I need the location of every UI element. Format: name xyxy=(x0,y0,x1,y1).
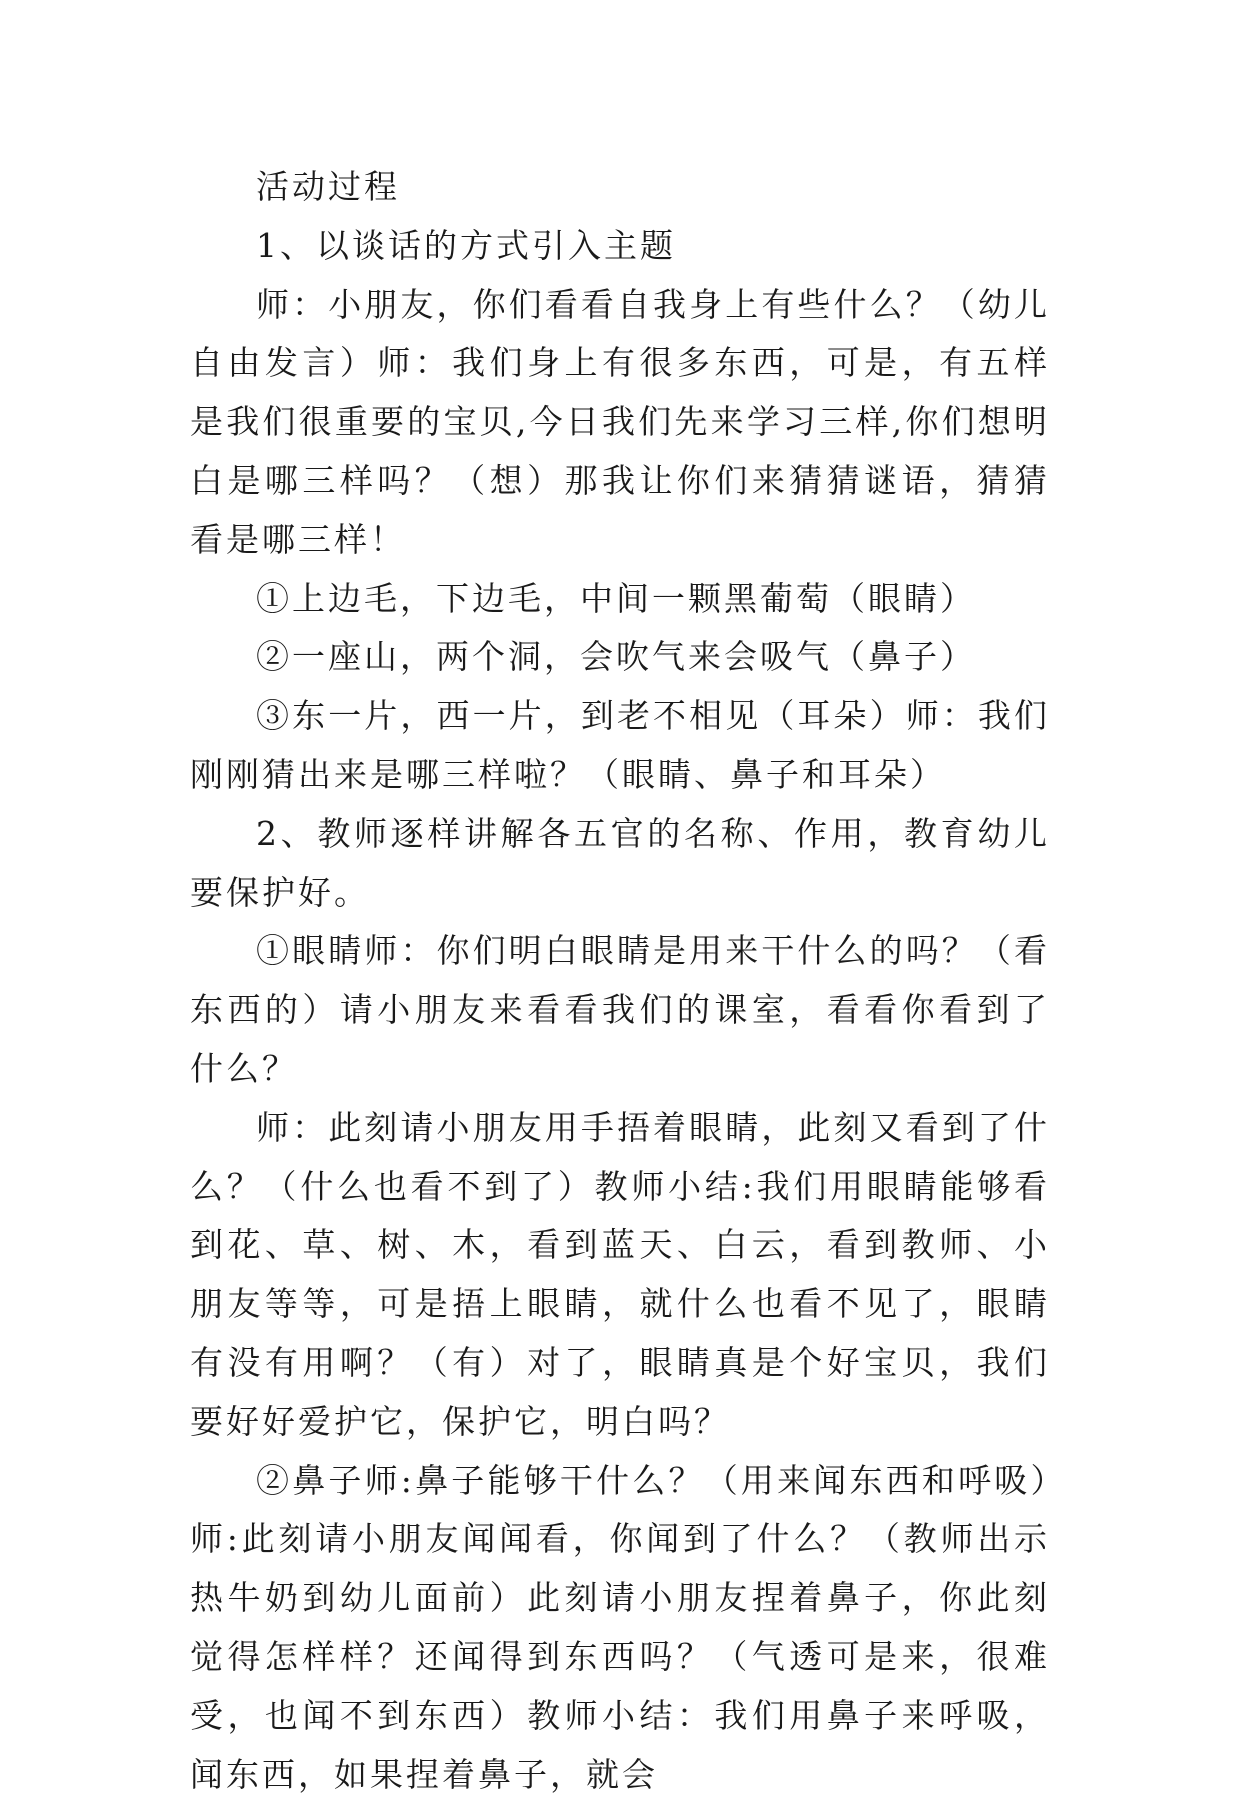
document-body xyxy=(190,158,1050,1804)
paragraph: 师：小朋友，你们看看自我身上有些什么？（幼儿自由发言）师：我们身上有很多东西，可是，有五样是我们很重要的宝贝,今日我们先来学习三样,你们想明白是哪三样吗？（想）那我让你们来猜猜谜语，猜猜看是哪三样！ xyxy=(190,284,1050,559)
paragraph-nose: ②鼻子师:鼻子能够干什么？（用来闻东西和呼吸）师:此刻请小朋友闻闻看，你闻到了什么？（教师出示热牛奶到幼儿面前）此刻请小朋友捏着鼻子，你此刻觉得怎样样？还闻得到东西吗？（气透可是来，很难受，也闻不到东西）教师小结：我们用鼻子来呼吸，闻东西，如果捏着鼻子，就会 xyxy=(190,1460,1050,1794)
paragraph-step-1: 1、以谈话的方式引入主题 xyxy=(256,225,676,265)
riddle-2: ②一座山，两个洞，会吹气来会吸气（鼻子） xyxy=(256,637,976,677)
paragraph-heading: 活动过程 xyxy=(256,167,400,206)
paragraph-eyes: ①眼睛师：你们明白眼睛是用来干什么的吗？（看东西的）请小朋友来看看我们的课室，看看你看到了什么？ xyxy=(190,931,1050,1088)
riddle-3: ③东一片，西一片，到老不相见（耳朵）师：我们刚刚猜出来是哪三样啦？（眼睛、鼻子和耳朵） xyxy=(190,696,1050,794)
riddle-1: ①上边毛，下边毛，中间一颗黑葡萄（眼睛） xyxy=(256,578,976,618)
paragraph: 师：此刻请小朋友用手捂着眼睛，此刻又看到了什么？（什么也看不到了）教师小结:我们用眼睛能够看到花、草、树、木，看到蓝天、白云，看到教师、小朋友等等，可是捂上眼睛，就什么也看不见了，眼睛有没有用啊？（有）对了，眼睛真是个好宝贝，我们要好好爱护它，保护它，明白吗？ xyxy=(190,1107,1050,1441)
paragraph-step-2: 2、教师逐样讲解各五官的名称、作用，教育幼儿要保护好。 xyxy=(190,813,1050,912)
